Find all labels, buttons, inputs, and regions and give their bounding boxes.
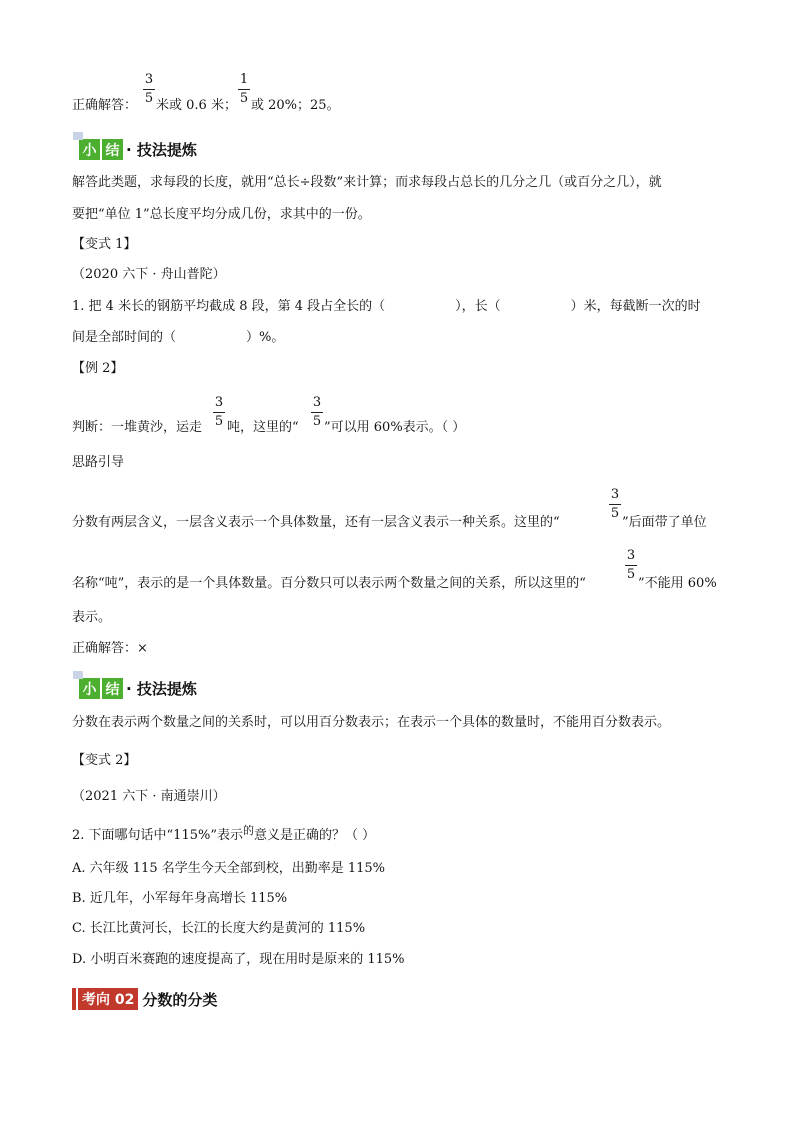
badge-char-small: 小 [79, 678, 100, 699]
fraction-3-5: 3 5 [610, 487, 620, 521]
fraction-1-5: 1 5 [239, 72, 249, 106]
q1-part-d: 间是全部时间的（ [72, 330, 177, 345]
q1-part-a: 1. 把 4 米长的钢筋平均截成 8 段，第 4 段占全长的（ [72, 299, 386, 314]
badge-decoration [73, 671, 83, 679]
option-c[interactable]: C. 长江比黄河长，长江的长度大约是黄河的 115% [72, 921, 366, 936]
example2-p1-b: ”后面带了单位 [622, 515, 707, 530]
q1-part-c: ）米，每截断一次的时 [570, 299, 701, 314]
variant1-line2 [72, 331, 284, 344]
section-heading [72, 988, 217, 1010]
answer-text-2: 或 20%；25。 [251, 98, 340, 113]
summary-title: · 技法提炼 [126, 680, 197, 698]
summary-badge-2 [79, 678, 197, 699]
fraction-3-5: 3 5 [626, 548, 636, 582]
summary1-line2: 要把“单位 1”总长度平均分成几份，求其中的一份。 [72, 207, 371, 222]
answer-text-1: 米或 0.6 米； [156, 98, 237, 113]
option-d[interactable]: D. 小明百米赛跑的速度提高了，现在用时是原来的 115% [72, 952, 405, 967]
fraction-3-5: 3 5 [312, 395, 322, 429]
variant1-heading: 【变式 1】 [72, 237, 137, 252]
example2-q-c: ”可以用 60%表示。（ ） [324, 420, 466, 435]
q2-sup: 的 [243, 824, 254, 837]
variant2-heading: 【变式 2】 [72, 753, 137, 768]
variant2-question [72, 824, 376, 843]
badge-char-small: 小 [79, 139, 100, 160]
example2-p2-a: 名称“吨”，表示的是一个具体数量。百分数只可以表示两个数量之间的关系，所以这里的“ [72, 576, 586, 591]
fraction-3-5: 3 5 [214, 395, 224, 429]
badge-char-knot: 结 [102, 678, 123, 699]
q1-part-e: ）%。 [246, 330, 285, 345]
example2-p3: 表示。 [72, 610, 112, 625]
summary2-line1: 分数在表示两个数量之间的关系时，可以用百分数表示；在表示一个具体的数量时，不能用百分数表示。 [72, 715, 671, 730]
example2-q-a: 判断：一堆黄沙，运走 [72, 420, 203, 435]
example2-q-b: 吨，这里的“ [227, 420, 299, 435]
section-badge: 考向 02 [78, 988, 138, 1010]
badge-decoration [73, 132, 83, 140]
summary1-line1: 解答此类题，求每段的长度，就用“总长÷段数”来计算；而求每段占总长的几分之几（或百分之几），就 [72, 175, 662, 190]
example2-answer: 正确解答：× [72, 641, 148, 656]
answer-line [72, 99, 137, 112]
section-title: 分数的分类 [142, 990, 218, 1009]
option-a[interactable]: A. 六年级 115 名学生今天全部到校，出勤率是 115% [72, 861, 386, 876]
answer-label: 正确解答： [72, 98, 138, 113]
guide-label: 思路引导 [72, 455, 125, 470]
fraction-3-5: 3 5 [144, 72, 154, 106]
example2-p2-b: ”不能用 60% [638, 576, 717, 591]
example2-heading: 【例 2】 [72, 361, 124, 376]
summary-badge-1 [79, 139, 197, 160]
variant1-line1 [72, 300, 701, 313]
q2-part-b: 意义是正确的？（ ） [254, 828, 376, 843]
variant2-source: （2021 六下 · 南通崇川） [72, 789, 226, 804]
example2-p1-a: 分数有两层含义，一层含义表示一个具体数量，还有一层含义表示一种关系。这里的“ [72, 515, 560, 530]
q1-part-b: ），长（ [455, 299, 501, 314]
section-bar [72, 988, 76, 1010]
summary-title: · 技法提炼 [126, 141, 197, 159]
variant1-source: （2020 六下 · 舟山普陀） [72, 267, 226, 282]
badge-char-knot: 结 [102, 139, 123, 160]
q2-part-a: 2. 下面哪句话中“115%”表示 [72, 828, 243, 843]
option-b[interactable]: B. 近几年，小军每年身高增长 115% [72, 891, 288, 906]
